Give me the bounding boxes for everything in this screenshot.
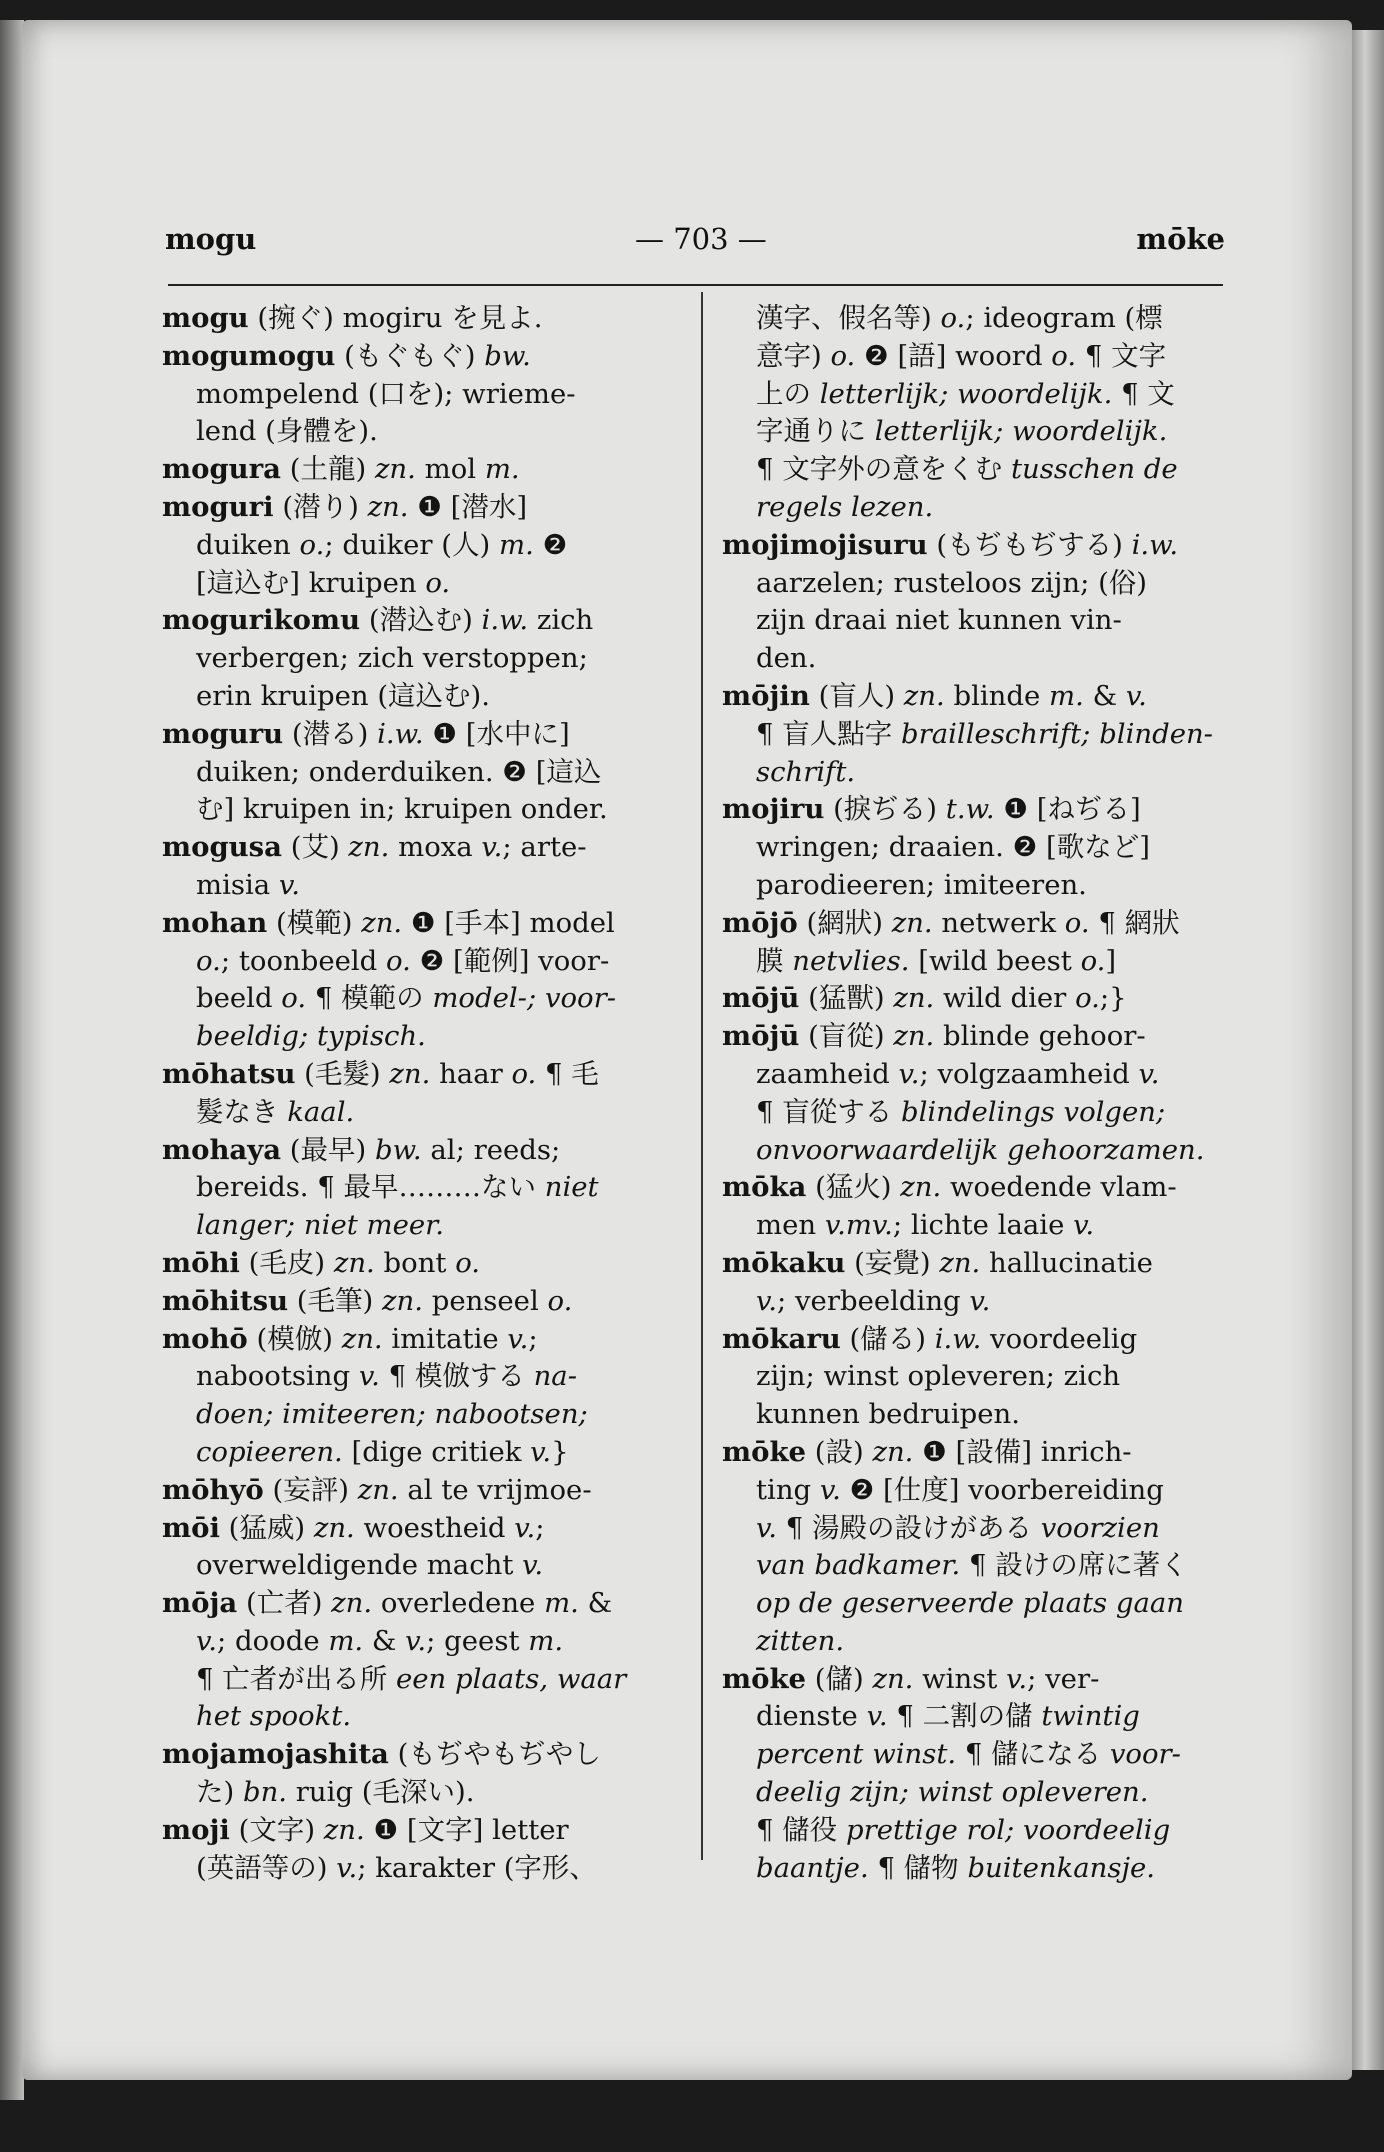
entry-line: mogumogu (もぐもぐ) bw. <box>162 339 531 372</box>
entry-line: mogusa (艾) zn. moxa v.; arte- <box>162 831 587 864</box>
entry-line: moguri (潜り) zn. ❶ [潜水] <box>162 490 528 523</box>
entry-line: mōjū (猛獸) zn. wild dier o.;} <box>722 982 1127 1015</box>
entry-line: schrift. <box>756 755 856 788</box>
entry-line: mōi (猛威) zn. woestheid v.; <box>162 1511 545 1544</box>
entry-line: mōke (儲) zn. winst v.; ver- <box>722 1662 1100 1695</box>
entry-line: mompelend (口を); wrieme- <box>196 377 576 410</box>
entry-line: ¶ 亡者が出る所 een plaats, waar <box>196 1662 627 1695</box>
entry-line: beeld o. ¶ 模範の model-; voor- <box>196 982 617 1015</box>
header-guide-word-left: mogu <box>165 222 257 256</box>
entry-line: 膜 netvlies. [wild beest o.] <box>756 944 1117 977</box>
entry-line: nabootsing v. ¶ 模倣する na- <box>196 1360 577 1393</box>
entry-line: zijn draai niet kunnen vin- <box>756 604 1122 637</box>
entry-line: op de geserveerde plaats gaan <box>756 1587 1184 1620</box>
entry-line: ¶ 盲從する blindelings volgen; <box>756 1095 1166 1128</box>
entry-line: 漢字、假名等) o.; ideogram (標 <box>756 302 1163 334</box>
entry-line: lend (身體を). <box>196 415 378 448</box>
entry-line: 字通りに letterlijk; woordelijk. <box>756 415 1168 448</box>
page-stack-edge <box>1352 30 1384 2070</box>
entry-line: den. <box>756 642 817 675</box>
entry-line: mōjō (網狀) zn. netwerk o. ¶ 網狀 <box>722 906 1180 939</box>
entry-line: v.; doode m. & v.; geest m. <box>196 1624 564 1657</box>
entry-line: doen; imiteeren; nabootsen; <box>196 1398 588 1431</box>
page-header <box>165 222 1225 262</box>
entry-line: ¶ 盲人點字 brailleschrift; blinden- <box>756 717 1213 750</box>
entry-line: parodieeren; imiteeren. <box>756 868 1087 901</box>
entry-line: mōjin (盲人) zn. blinde m. & v. <box>722 679 1147 712</box>
entry-line: langer; niet meer. <box>196 1209 444 1242</box>
entry-line: men v.mv.; lichte laaie v. <box>756 1209 1095 1242</box>
header-guide-word-right: mōke <box>1136 222 1225 256</box>
entry-line: mohan (模範) zn. ❶ [手本] model <box>162 906 615 939</box>
entry-line: zaamheid v.; volgzaamheid v. <box>756 1057 1160 1090</box>
entry-line: baantje. ¶ 儲物 buitenkansje. <box>756 1851 1156 1884</box>
entry-line: overweldigende macht v. <box>196 1549 544 1582</box>
entry-line: van badkamer. ¶ 設けの席に著く <box>756 1549 1188 1582</box>
entry-line: percent winst. ¶ 儲になる voor- <box>756 1738 1181 1771</box>
right-column <box>722 300 1232 1887</box>
entry-line: aarzelen; rusteloos zijn; (俗) <box>756 566 1148 599</box>
entry-line: 上の letterlijk; woordelijk. ¶ 文 <box>756 377 1175 410</box>
left-column <box>162 300 672 1887</box>
entry-line: mogu (捥ぐ) mogiru を見よ. <box>162 302 543 334</box>
entry-line: mōke (設) zn. ❶ [設備] inrich- <box>722 1435 1132 1468</box>
entry-line: 意字) o. ❷ [語] woord o. ¶ 文字 <box>756 339 1167 372</box>
entry-line: moguru (潜る) i.w. ❶ [水中に] <box>162 717 570 750</box>
entry-line: mogurikomu (潜込む) i.w. zich <box>162 604 594 637</box>
entry-line: zitten. <box>756 1624 845 1657</box>
entry-line: mojimojisuru (もぢもぢする) i.w. <box>722 528 1179 561</box>
entry-line: mōhitsu (毛筆) zn. penseel o. <box>162 1284 573 1317</box>
entry-line: ¶ 儲役 prettige rol; voordeelig <box>756 1813 1171 1846</box>
entry-line: bereids. ¶ 最早………ない niet <box>196 1171 599 1204</box>
entry-line: deelig zijn; winst opleveren. <box>756 1776 1149 1809</box>
entry-line: het spookt. <box>196 1700 352 1733</box>
entry-line: た) bn. ruig (毛深い). <box>196 1776 475 1809</box>
entry-line: moji (文字) zn. ❶ [文字] letter <box>162 1813 569 1846</box>
entry-line: regels lezen. <box>756 490 934 523</box>
entry-line: v.; verbeelding v. <box>756 1284 991 1317</box>
column-divider <box>701 292 703 1860</box>
header-rule <box>168 284 1223 286</box>
entry-line: copieeren. [dige critiek v.} <box>196 1435 569 1468</box>
entry-line: mōhi (毛皮) zn. bont o. <box>162 1246 481 1279</box>
entry-line: mōhyō (妄評) zn. al te vrijmoe- <box>162 1473 592 1506</box>
entry-line: dienste v. ¶ 二割の儲 twintig <box>756 1700 1140 1733</box>
entry-line: mōkaku (妄覺) zn. hallucinatie <box>722 1246 1153 1279</box>
entry-line: ting v. ❷ [仕度] voorbereiding <box>756 1473 1164 1506</box>
entry-line: ¶ 文字外の意をくむ tusschen de <box>756 453 1178 486</box>
entry-line: zijn; winst opleveren; zich <box>756 1360 1121 1393</box>
entry-line: misia v. <box>196 868 300 901</box>
entry-line: mōjū (盲從) zn. blinde gehoor- <box>722 1020 1146 1053</box>
page-number: — 703 — <box>635 222 767 256</box>
entry-line: onvoorwaardelijk gehoorzamen. <box>756 1133 1205 1166</box>
entry-line: beeldig; typisch. <box>196 1020 426 1053</box>
entry-line: mōhatsu (毛髮) zn. haar o. ¶ 毛 <box>162 1057 599 1090</box>
entry-line: mojiru (捩ぢる) t.w. ❶ [ねぢる] <box>722 793 1141 826</box>
entry-line: erin kruipen (這込む). <box>196 679 491 712</box>
entry-line: o.; toonbeeld o. ❷ [範例] voor- <box>196 944 610 977</box>
entry-line: wringen; draaien. ❷ [歌など] <box>756 831 1150 864</box>
book-spine-edge <box>0 20 24 2100</box>
entry-line: mohaya (最早) bw. al; reeds; <box>162 1133 561 1166</box>
entry-line: 髮なき kaal. <box>196 1095 355 1128</box>
entry-line: verbergen; zich verstoppen; <box>196 642 588 675</box>
entry-line: mōka (猛火) zn. woedende vlam- <box>722 1171 1177 1204</box>
entry-line: (英語等の) v.; karakter (字形、 <box>196 1851 597 1884</box>
entry-line: mojamojashita (もぢやもぢやし <box>162 1738 601 1771</box>
entry-line: mogura (土龍) zn. mol m. <box>162 453 520 486</box>
entry-line: duiken o.; duiker (人) m. ❷ <box>196 528 568 561</box>
entry-line: mōkaru (儲る) i.w. voordeelig <box>722 1322 1138 1355</box>
entry-line: v. ¶ 湯殿の設けがある voorzien <box>756 1511 1160 1544</box>
entry-line: duiken; onderduiken. ❷ [這込 <box>196 755 602 788</box>
entry-line: mohō (模倣) zn. imitatie v.; <box>162 1322 538 1355</box>
entry-line: mōja (亡者) zn. overledene m. & <box>162 1587 613 1620</box>
entry-line: む] kruipen in; kruipen onder. <box>196 793 608 826</box>
entry-line: kunnen bedruipen. <box>756 1398 1020 1431</box>
entry-line: [這込む] kruipen o. <box>196 566 451 599</box>
